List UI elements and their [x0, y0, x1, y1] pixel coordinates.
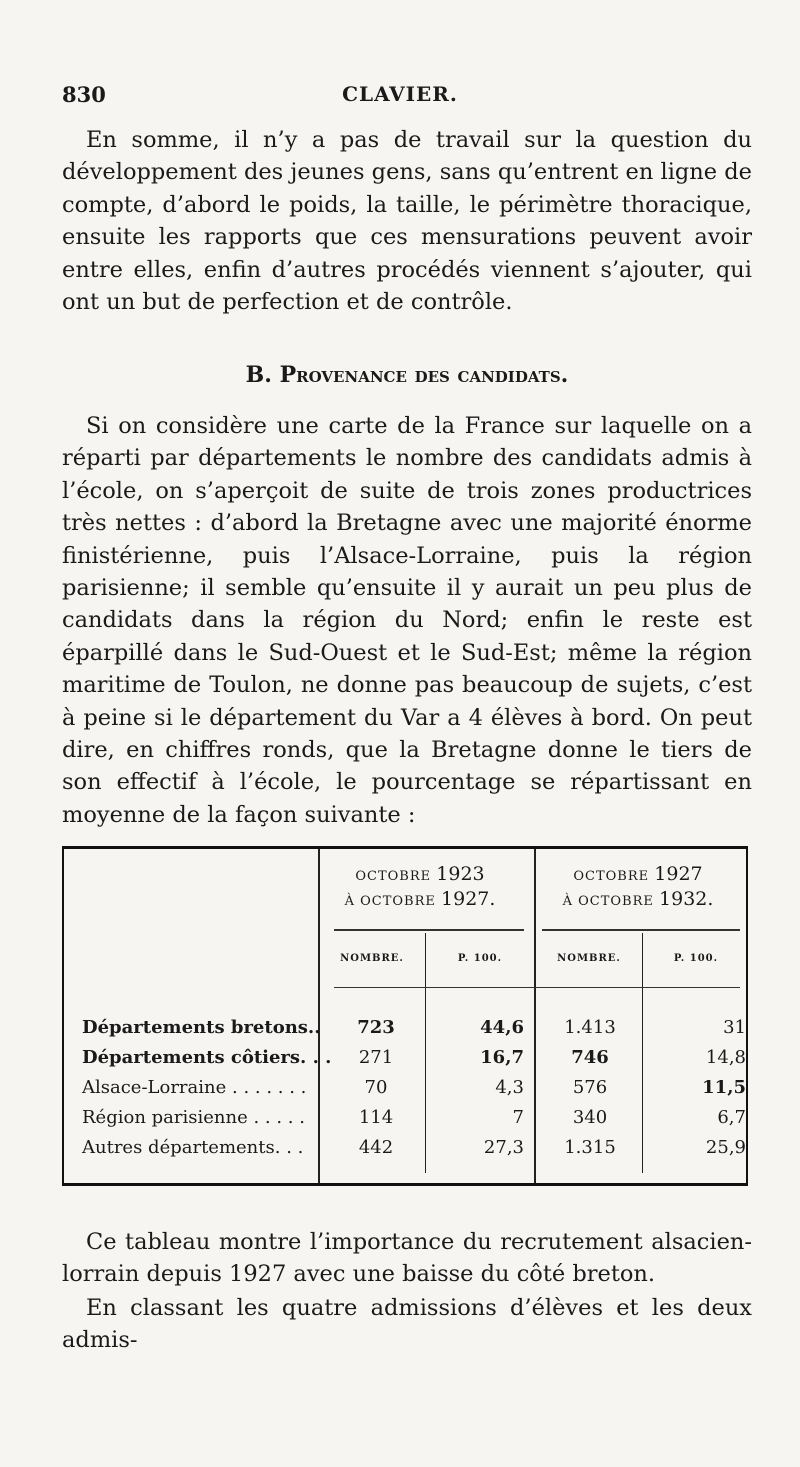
row-label: Alsace-Lorraine . . . . . . .: [82, 1077, 307, 1098]
row-label: Départements bretons..: [82, 1017, 321, 1038]
count-1923: 114: [358, 1107, 394, 1128]
pct-1923: 4,3: [495, 1077, 524, 1098]
table-row: [64, 1017, 746, 1047]
count-1927: 1.315: [564, 1137, 616, 1158]
subheader-pct: P. 100.: [457, 953, 503, 964]
count-1923: 442: [358, 1137, 394, 1158]
count-1927: 746: [571, 1047, 609, 1068]
period-header-1: OCTOBRE 1923 À OCTOBRE 1927.: [344, 863, 496, 910]
paragraph-table-comment: Ce tableau montre l’importance du recrutement alsacien-lorrain depuis 1927 avec une baisse du côté breton.: [62, 1229, 752, 1288]
section-letter: B.: [245, 362, 272, 388]
table-row: [64, 1107, 746, 1137]
table-row: [64, 1077, 746, 1107]
pct-1927: 25,9: [705, 1137, 746, 1158]
count-1927: 1.413: [564, 1017, 616, 1038]
running-head: CLAVIER.: [342, 82, 458, 106]
subheader-nombre: NOMBRE.: [340, 953, 404, 964]
count-1927: 576: [572, 1077, 608, 1098]
row-label: Autres départements. . .: [82, 1137, 304, 1158]
table-row: [64, 1137, 746, 1167]
pct-1927: 6,7: [717, 1107, 746, 1128]
section-title: Provenance des candidats.: [279, 362, 569, 388]
count-1927: 340: [572, 1107, 608, 1128]
paragraph-provenance: Si on considère une carte de la France sur laquelle on a réparti par départements le nombre des candidats admis à l’école, on s’aperçoit de suite de trois zones productrices très nettes : d’abord la Bretagne avec une majorité énorme finistérienne, puis l’Alsace-Lorraine, puis la région parisienne; il semble qu’ensuite il y aurait un peu plus de candidats dans la région du Nord; enfin le reste est éparpillé dans le Sud-Ouest et le Sud-Est; même la région maritime de Toulon, ne donne pas beaucoup de sujets, c’est à peine si le département du Var a 4 élèves à bord. On peut dire, en chiffres ronds, que la Bretagne donne le tiers de son effectif à l’école, le pourcentage se répartissant en moyenne de la façon suivante :: [62, 413, 752, 828]
row-label: Départements côtiers. . .: [82, 1047, 332, 1068]
subheader-rule: [334, 987, 740, 988]
pct-1923: 27,3: [483, 1137, 524, 1158]
count-1923: 271: [358, 1047, 394, 1068]
page-number: 830: [62, 82, 106, 107]
subheader-pct: P. 100.: [673, 953, 719, 964]
pct-1923: 44,6: [480, 1017, 524, 1038]
page-header: [62, 82, 738, 112]
pct-1923: 7: [512, 1107, 524, 1128]
pct-1927: 11,5: [702, 1077, 746, 1098]
count-1923: 723: [357, 1017, 395, 1038]
paragraph-admissions: En classant les quatre admissions d’élèves et les deux admis-: [62, 1295, 752, 1354]
recruitment-table: [62, 846, 748, 1186]
pct-1927: 31: [723, 1017, 746, 1038]
table-row: [64, 1047, 746, 1077]
header-rule: [334, 929, 524, 931]
paragraph-development: En somme, il n’y a pas de travail sur la question du développement des jeunes gens, sans qu’entrent en ligne de compte, d’abord le poids, la taille, le périmètre thoracique, ensuite les rapports que ces mensurations peuvent avoir entre elles, enfin d’autres procédés viennent s’ajouter, qui ont un but de perfection et de contrôle.: [62, 127, 752, 316]
pct-1927: 14,8: [705, 1047, 746, 1068]
section-heading: [62, 362, 752, 388]
subheader-nombre: NOMBRE.: [557, 953, 621, 964]
period-header-2: OCTOBRE 1927 À OCTOBRE 1932.: [562, 863, 714, 910]
header-rule: [542, 929, 740, 931]
count-1923: 70: [364, 1077, 388, 1098]
pct-1923: 16,7: [480, 1047, 524, 1068]
row-label: Région parisienne . . . . .: [82, 1107, 305, 1128]
